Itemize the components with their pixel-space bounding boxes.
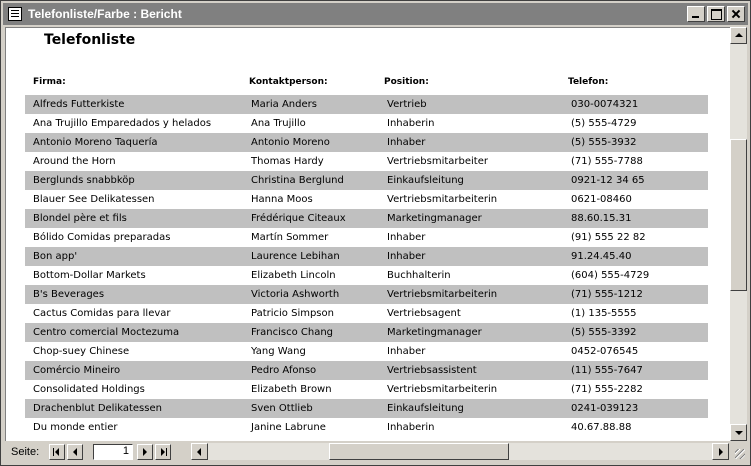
- cell-telefon: (5) 555-3392: [571, 327, 637, 338]
- cell-telefon: (71) 555-1212: [571, 289, 643, 300]
- scroll-left-button[interactable]: [191, 443, 208, 460]
- cell-position: Einkaufsleitung: [387, 403, 464, 414]
- close-button[interactable]: [727, 6, 745, 22]
- page-label: Seite:: [11, 446, 40, 458]
- cell-firma: Drachenblut Delikatessen: [33, 403, 162, 414]
- table-row: [25, 418, 708, 437]
- table-row: [25, 133, 708, 152]
- cell-telefon: (11) 555-7647: [571, 365, 643, 376]
- cell-position: Marketingmanager: [387, 327, 482, 338]
- cell-firma: Centro comercial Moctezuma: [33, 327, 180, 338]
- table-row: [25, 285, 708, 304]
- cell-firma: Bólido Comidas preparadas: [33, 232, 171, 243]
- cell-telefon: (71) 555-7788: [571, 156, 643, 167]
- cell-firma: Alfreds Futterkiste: [33, 99, 125, 110]
- last-page-button[interactable]: [155, 444, 171, 460]
- cell-position: Vertriebsmitarbeiterin: [387, 384, 498, 395]
- cell-firma: Cactus Comidas para llevar: [33, 308, 171, 319]
- table-row: [25, 247, 708, 266]
- cell-position: Inhaber: [387, 251, 426, 262]
- table-row: [25, 323, 708, 342]
- cell-telefon: 030-0074321: [571, 99, 639, 110]
- cell-firma: Blauer See Delikatessen: [33, 194, 155, 205]
- cell-kontakt: Frédérique Citeaux: [251, 213, 346, 224]
- first-page-button[interactable]: [49, 444, 65, 460]
- report-icon[interactable]: [8, 7, 22, 21]
- cell-telefon: (604) 555-4729: [571, 270, 650, 281]
- table-row: [25, 114, 708, 133]
- table-row: [25, 171, 708, 190]
- cell-kontakt: Patricio Simpson: [251, 308, 334, 319]
- cell-telefon: 0621-08460: [571, 194, 632, 205]
- header-position: Position:: [384, 77, 429, 87]
- cell-position: Einkaufsleitung: [387, 175, 464, 186]
- cell-position: Inhaber: [387, 137, 426, 148]
- cell-firma: Bon app': [33, 251, 78, 262]
- cell-firma: Chop-suey Chinese: [33, 346, 130, 357]
- cell-kontakt: Laurence Lebihan: [251, 251, 340, 262]
- table-row: [25, 266, 708, 285]
- table-row: [25, 209, 708, 228]
- window-title: Telefonliste/Farbe : Bericht: [28, 7, 182, 21]
- cell-position: Inhaberin: [387, 422, 435, 433]
- cell-firma: B's Beverages: [33, 289, 105, 300]
- cell-telefon: 0452-076545: [571, 346, 639, 357]
- header-firma: Firma:: [33, 77, 66, 87]
- scroll-up-button[interactable]: [730, 27, 747, 44]
- cell-telefon: (5) 555-4729: [571, 118, 637, 129]
- cell-firma: Berglunds snabbköp: [33, 175, 135, 186]
- cell-firma: Ana Trujillo Emparedados y helados: [33, 118, 212, 129]
- previous-page-button[interactable]: [67, 444, 83, 460]
- cell-position: Vertriebsmitarbeiterin: [387, 194, 498, 205]
- cell-telefon: 40.67.88.88: [571, 422, 632, 433]
- cell-firma: Comércio Mineiro: [33, 365, 121, 376]
- scroll-down-button[interactable]: [730, 424, 747, 441]
- cell-position: Marketingmanager: [387, 213, 482, 224]
- cell-firma: Blondel père et fils: [33, 213, 127, 224]
- cell-kontakt: Pedro Afonso: [251, 365, 317, 376]
- cell-kontakt: Thomas Hardy: [251, 156, 324, 167]
- navigation-bar: [5, 442, 747, 462]
- cell-kontakt: Victoria Ashworth: [251, 289, 340, 300]
- cell-telefon: (91) 555 22 82: [571, 232, 646, 243]
- cell-telefon: 0921-12 34 65: [571, 175, 645, 186]
- cell-kontakt: Elizabeth Lincoln: [251, 270, 336, 281]
- scroll-right-button[interactable]: [712, 443, 729, 460]
- table-row: [25, 190, 708, 209]
- table-row: [25, 228, 708, 247]
- title-bar[interactable]: [3, 3, 748, 25]
- table-row: [25, 152, 708, 171]
- cell-kontakt: Elizabeth Brown: [251, 384, 332, 395]
- table-row: [25, 95, 708, 114]
- cell-telefon: (5) 555-3932: [571, 137, 637, 148]
- cell-position: Vertriebsagent: [387, 308, 461, 319]
- cell-telefon: 91.24.45.40: [571, 251, 632, 262]
- cell-position: Buchhalterin: [387, 270, 451, 281]
- page-number-input[interactable]: 1: [93, 444, 133, 460]
- cell-kontakt: Hanna Moos: [251, 194, 313, 205]
- cell-position: Vertriebsassistent: [387, 365, 477, 376]
- cell-kontakt: Martín Sommer: [251, 232, 329, 243]
- cell-position: Inhaber: [387, 232, 426, 243]
- horizontal-scroll-thumb[interactable]: [329, 443, 509, 460]
- cell-kontakt: Sven Ottlieb: [251, 403, 313, 414]
- resize-grip-icon[interactable]: [731, 445, 747, 461]
- cell-kontakt: Maria Anders: [251, 99, 317, 110]
- cell-position: Vertriebsmitarbeiter: [387, 156, 488, 167]
- cell-firma: Du monde entier: [33, 422, 118, 433]
- cell-position: Inhaberin: [387, 118, 435, 129]
- next-page-button[interactable]: [137, 444, 153, 460]
- cell-telefon: 0241-039123: [571, 403, 639, 414]
- table-row: [25, 342, 708, 361]
- report-page: [5, 27, 730, 441]
- cell-position: Vertriebsmitarbeiterin: [387, 289, 498, 300]
- table-row: [25, 361, 708, 380]
- cell-position: Inhaber: [387, 346, 426, 357]
- cell-kontakt: Janine Labrune: [251, 422, 326, 433]
- report-title: Telefonliste: [44, 32, 136, 48]
- cell-kontakt: Antonio Moreno: [251, 137, 330, 148]
- header-kontakt: Kontaktperson:: [249, 77, 328, 87]
- cell-telefon: 88.60.15.31: [571, 213, 632, 224]
- cell-firma: Antonio Moreno Taquería: [33, 137, 158, 148]
- cell-telefon: (1) 135-5555: [571, 308, 637, 319]
- table-row: [25, 399, 708, 418]
- cell-kontakt: Christina Berglund: [251, 175, 344, 186]
- vertical-scrollbar[interactable]: [730, 27, 747, 441]
- table-row: [25, 380, 708, 399]
- table-row: [25, 304, 708, 323]
- report-rows: [25, 95, 708, 437]
- cell-firma: Around the Horn: [33, 156, 116, 167]
- header-telefon: Telefon:: [568, 77, 609, 87]
- cell-position: Vertrieb: [387, 99, 427, 110]
- cell-kontakt: Yang Wang: [251, 346, 306, 357]
- cell-firma: Bottom-Dollar Markets: [33, 270, 146, 281]
- cell-kontakt: Francisco Chang: [251, 327, 334, 338]
- cell-firma: Consolidated Holdings: [33, 384, 145, 395]
- vertical-scroll-thumb[interactable]: [730, 139, 747, 291]
- horizontal-scrollbar[interactable]: [191, 443, 729, 460]
- maximize-button[interactable]: [707, 6, 725, 22]
- cell-kontakt: Ana Trujillo: [251, 118, 306, 129]
- minimize-button[interactable]: [687, 6, 705, 22]
- cell-telefon: (71) 555-2282: [571, 384, 643, 395]
- window-controls: [685, 6, 745, 22]
